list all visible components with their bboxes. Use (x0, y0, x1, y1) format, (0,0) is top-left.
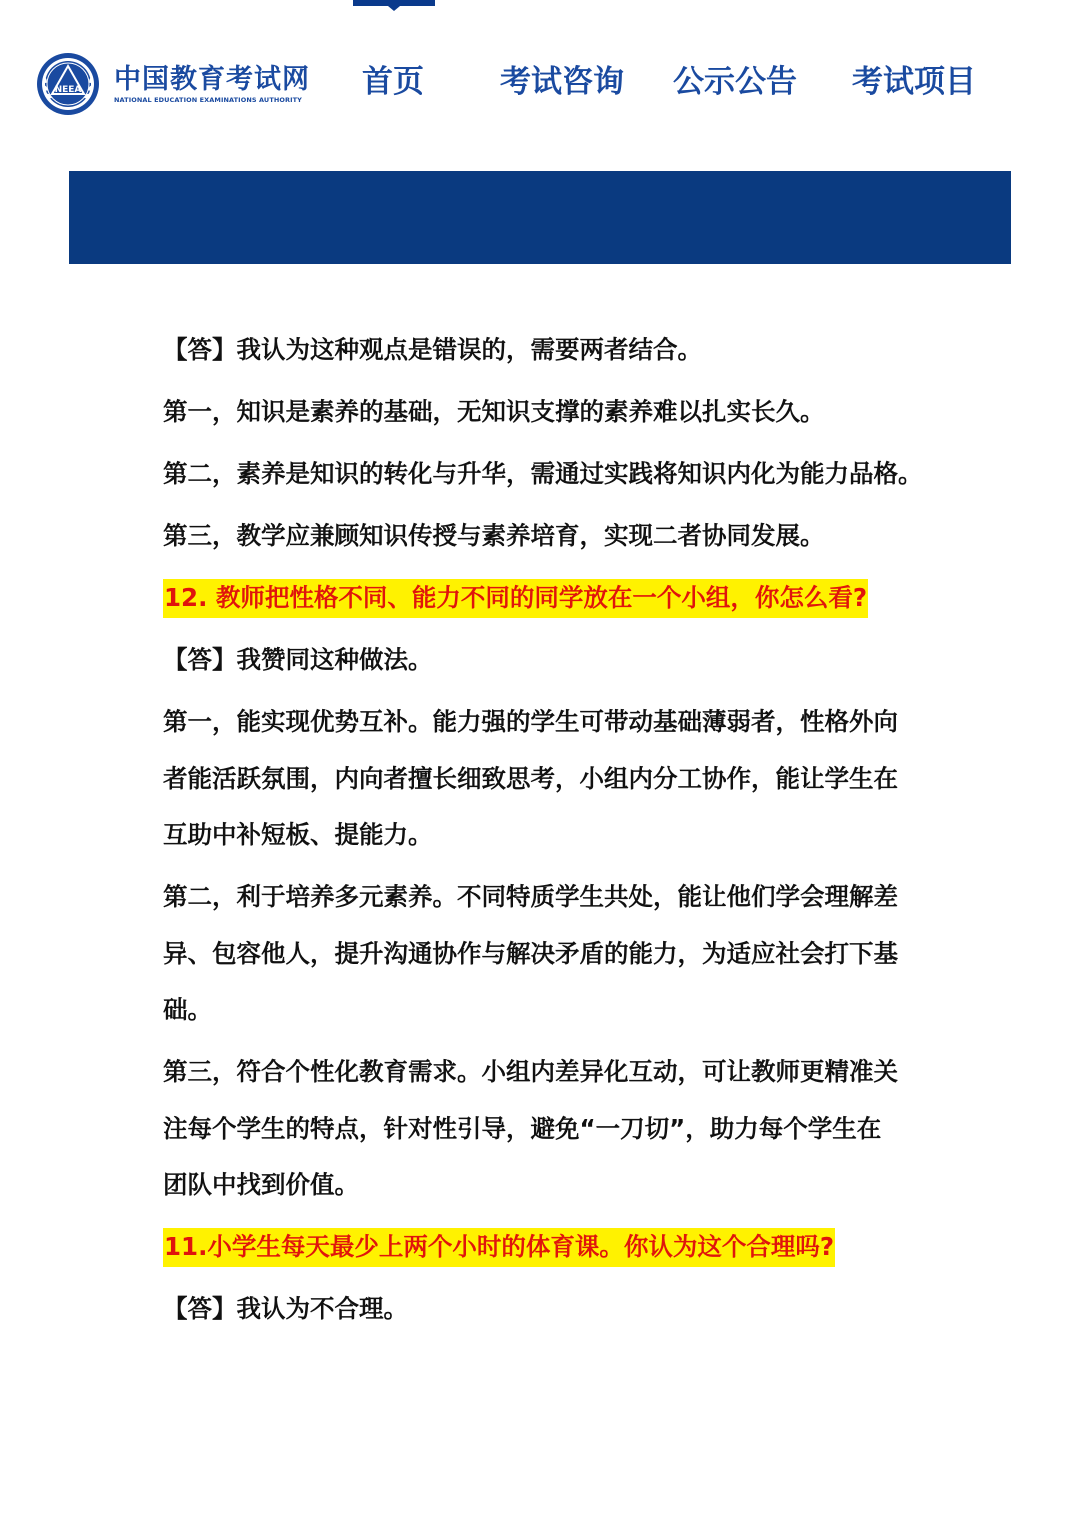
block1-point-1: 第一，知识是素养的基础，无知识支撑的素养难以扎实长久。 (163, 397, 825, 426)
nav-item-exam-consult[interactable]: 考试咨询 (500, 64, 624, 100)
logo-name-cn: 中国教育考试网 (114, 63, 310, 95)
svg-text:NEEA: NEEA (54, 85, 82, 95)
question-12-point-2 (163, 869, 933, 1039)
site-header (0, 40, 1080, 130)
top-tab-indicator (353, 0, 435, 6)
question-12-answer: 【答】我赞同这种做法。 (163, 645, 433, 674)
block1-point-3: 第三，教学应兼顾知识传授与素养培育，实现二者协同发展。 (163, 521, 825, 550)
paragraph-line: 第一，能实现优势互补。能力强的学生可带动基础薄弱者，性格外向 (163, 707, 898, 736)
question-12-text: 12. 教师把性格不同、能力不同的同学放在一个小组，你怎么看? (163, 579, 868, 618)
paragraph-line: 互助中补短板、提能力。 (163, 820, 433, 849)
block1-point-2: 第二，素养是知识的转化与升华，需通过实践将知识内化为能力品格。 (163, 459, 923, 488)
paragraph-line: 注每个学生的特点，针对性引导，避免“一刀切”，助力每个学生在 (163, 1113, 882, 1143)
nav-item-exam-projects[interactable]: 考试项目 (852, 64, 976, 100)
neea-emblem-icon (36, 52, 100, 116)
block1-answer: 【答】我认为这种观点是错误的，需要两者结合。 (163, 335, 702, 364)
question-11-answer: 【答】我认为不合理。 (163, 1294, 408, 1323)
paragraph-line: 第三，符合个性化教育需求。小组内差异化互动，可让教师更精准关 (163, 1057, 898, 1086)
paragraph-line: 者能活跃氛围，内向者擅长细致思考，小组内分工协作，能让学生在 (163, 763, 898, 793)
question-12-point-3 (163, 1044, 933, 1214)
logo-text (114, 64, 310, 105)
paragraph-line: 团队中找到价值。 (163, 1170, 359, 1199)
nav-item-announcements[interactable]: 公示公告 (673, 64, 797, 100)
article-content (163, 322, 933, 1343)
site-logo[interactable] (36, 52, 310, 116)
question-11 (163, 1219, 933, 1276)
paragraph-line: 第二，利于培养多元素养。不同特质学生共处，能让他们学会理解差 (163, 882, 898, 911)
paragraph-line: 异、包容他人，提升沟通协作与解决矛盾的能力，为适应社会打下基 (163, 938, 898, 968)
question-12 (163, 570, 933, 627)
question-12-point-1 (163, 694, 933, 864)
paragraph-line: 础。 (163, 995, 212, 1024)
logo-name-en: NATIONAL EDUCATION EXAMINATIONS AUTHORITY (114, 95, 302, 104)
header-banner (69, 171, 1011, 264)
question-11-text: 11.小学生每天最少上两个小时的体育课。你认为这个合理吗? (163, 1228, 835, 1267)
nav-item-home[interactable]: 首页 (362, 64, 424, 100)
